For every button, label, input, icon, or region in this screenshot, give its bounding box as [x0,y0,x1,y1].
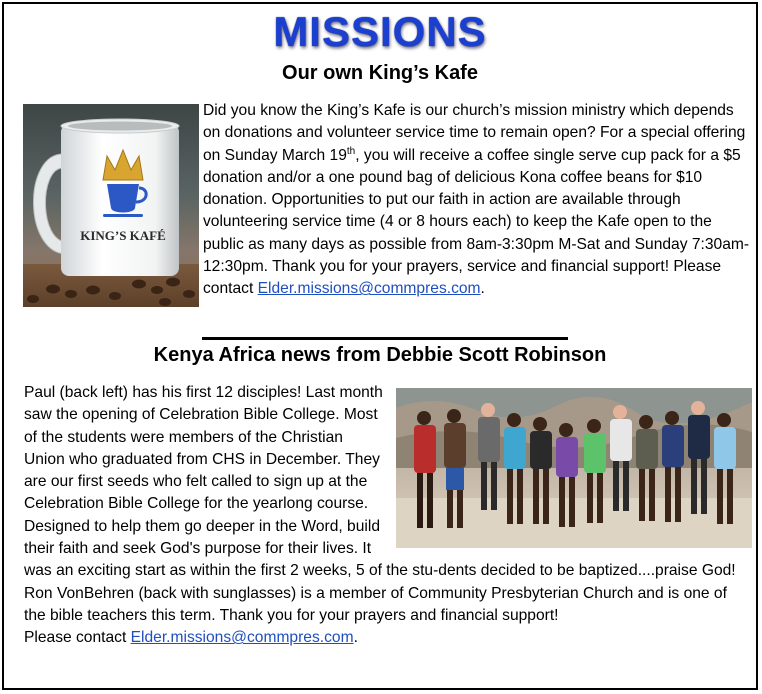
ordinal-suffix: th [346,145,356,157]
kings-kafe-mug-photo [23,104,199,307]
missions-newsletter-panel [2,2,758,690]
kenya-contact-prefix: Please contact [24,629,131,647]
kenya-email-link[interactable]: Elder.missions@commpres.com [130,629,354,647]
kings-kafe-text-1: Did you know the King’s Kafe is our church’s mission ministry which depends on donations and volunteer service time to remain open? For a special offering on Sunday March 19 [203,102,746,164]
kenya-contact-suffix: . [353,629,358,647]
section-divider [202,337,568,340]
page-title: MISSIONS [273,8,487,55]
kenya-group-photo [396,388,752,548]
kenya-heading: Kenya Africa news from Debbie Scott Robinson [153,344,607,366]
kenya-paragraph [24,382,752,650]
kings-kafe-email-link[interactable]: Elder.missions@commpres.com [257,280,481,298]
kings-kafe-text-2: , you will receive a coffee single serve cup pack for a $5 donation and/or a one pound bag of delicious Kona coffee beans for $10 donation. Opportunities to put our faith in action are available through volunteering service time (4 or 8 hours each) to keep the Kafe open to the public as many days as possible from 8am-3:30pm M-Sat and Sunday 7:30am-12:30pm. Thank you for your prayers, service and financial support! Please contact [203,146,750,298]
mug-illustration [23,104,199,307]
svg-text:KING’S KAFÉ: KING’S KAFÉ [80,228,166,243]
group-photo-illustration [396,388,752,548]
kenya-text: Paul (back left) has his first 12 disciples! Last month saw the opening of Celebration Bible College. Most of the students were members of the Christian Union who graduated from CHS in December. They are our first seeds who felt called to sign up at the Celebration Bible College for the yearlong course. Designed to help them go deeper in the Word, build their faith and seek God's purpose for their lives. It was an exciting start as within the first 2 weeks, 5 of the stu-dents decided to be baptized....praise God! Ron VonBehren (back with sunglasses) is a member of Community Presbyterian Church and is one of the bible teachers this term. Thank you for your prayers and financial support! [24,384,736,624]
kings-kafe-paragraph [203,100,755,301]
kings-kafe-heading: Our own King’s Kafe [282,62,478,84]
group-photo-scene [396,388,752,548]
kings-kafe-text-end: . [480,280,485,298]
